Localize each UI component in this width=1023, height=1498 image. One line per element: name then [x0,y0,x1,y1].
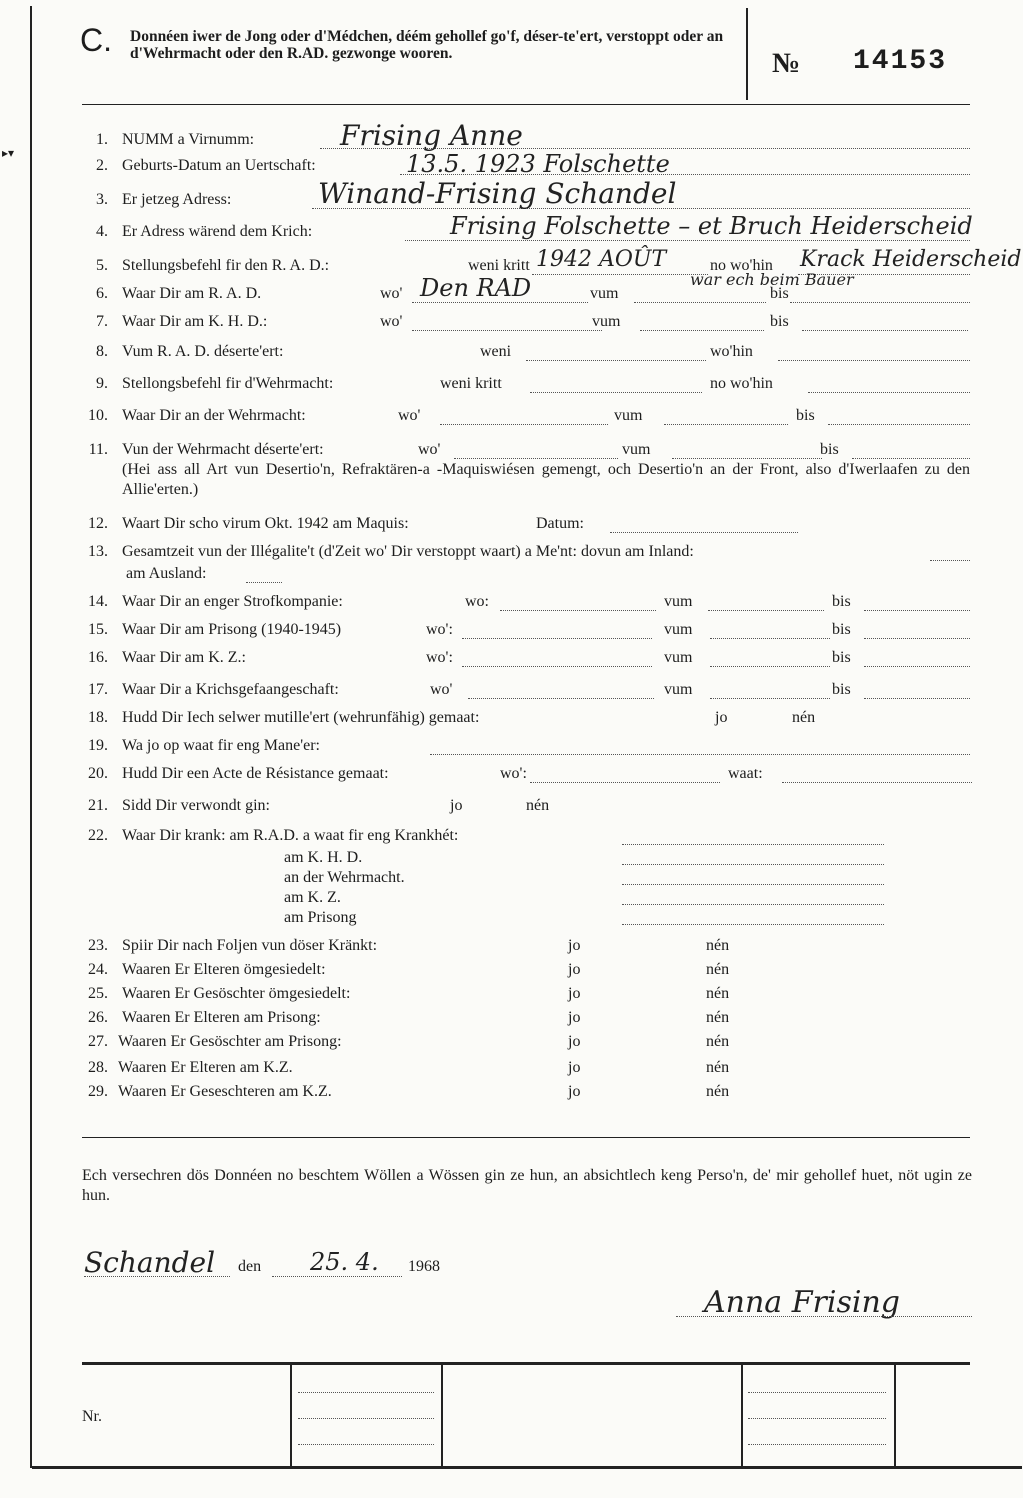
yes-option[interactable]: jo [715,709,728,726]
place-line [84,1276,230,1277]
item-label: Wa jo op waat fir eng Mane'er: [122,737,320,754]
item-b-label: vum [590,285,619,302]
item-label: Waaren Er Gesöschter am Prisong: [118,1033,342,1050]
section-letter: C. [80,22,112,58]
item-label: Waar Dir an der Wehrmacht: [122,407,306,424]
answer-field-1[interactable] [610,532,798,533]
item-number: 2. [96,157,108,174]
form-row [0,342,1023,364]
item-number: 28. [88,1059,108,1076]
form-row [0,796,1023,818]
answer-field-2[interactable] [708,610,824,611]
yes-option[interactable]: jo [568,1033,581,1050]
item-label: Waar Dir a Krichsgefaangeschaft: [122,681,339,698]
item-b-label: vum [664,681,693,698]
answer-field-3[interactable] [828,424,970,425]
answer-field-3[interactable] [864,666,970,667]
nr-label: Nr. [82,1408,102,1425]
sub-answer-field-4[interactable] [622,924,884,925]
item-label: Hudd Dir Iech selwer mutille'ert (wehrunfähig) gemaat: [122,709,480,726]
item-label: Gesamtzeit vun der Illégalite't (d'Zeit wo' Dir verstoppt waart) a Me'nt: dovun am Inland: [122,543,694,560]
answer-field-3[interactable] [802,330,968,331]
item-label: Er jetzeg Adress: [122,191,232,208]
form-row [0,592,1023,614]
answer-field-1[interactable] [440,424,608,425]
form-row [0,984,1023,1006]
year: 1968 [408,1258,440,1275]
item-b-label: waat: [728,765,763,782]
footer-col-3 [741,1364,743,1466]
answer-field-1[interactable] [468,698,654,699]
answer-field-2[interactable] [782,782,972,783]
item-label: Waaren Er Elteren ömgesiedelt: [122,961,326,978]
place-handwritten: Schandel [84,1246,216,1279]
item-b-label: no wo'hin [710,257,773,274]
answer-field-1[interactable] [530,392,702,393]
answer-field-3[interactable] [864,638,970,639]
form-row [0,764,1023,786]
no-option[interactable]: nén [706,985,730,1002]
yes-option[interactable]: jo [568,1059,581,1076]
item-line2-label: am Ausland: [126,565,207,582]
footer-dots-6 [748,1444,886,1445]
form-row [0,936,1023,958]
form-row [0,1032,1023,1054]
handwritten-answer-2: war ech beim Bauer [690,270,854,289]
footer-dots-4 [748,1392,886,1393]
no-option[interactable]: nén [706,1059,730,1076]
item-label: Geburts-Datum an Uertschaft: [122,157,316,174]
footer-top-rule [82,1362,970,1365]
answer-field-3[interactable] [864,698,970,699]
answer-field-2[interactable] [710,638,830,639]
item-number: 24. [88,961,108,978]
form-row [0,150,1023,178]
form-row [0,514,1023,536]
item-number: 5. [96,257,108,274]
item-number: 13. [88,543,108,560]
yes-option[interactable]: jo [450,797,463,814]
item-number: 6. [96,285,108,302]
form-row [0,440,1023,498]
sub-item-label: am K. H. D. [284,849,363,866]
item-a-label: Datum: [536,515,584,532]
no-option[interactable]: nén [526,797,550,814]
header-rule [82,104,970,105]
item-label: Waaren Er Elteren am Prisong: [122,1009,321,1026]
item-number: 26. [88,1009,108,1026]
answer-field-1[interactable] [412,330,602,331]
answer-field-1[interactable] [405,240,970,241]
footer-col-1 [290,1364,292,1466]
item-c-label: bis [832,649,851,666]
item-label: Waar Dir an enger Strofkompanie: [122,593,343,610]
answer-field-1[interactable] [622,844,884,845]
item-b-label: vum [664,621,693,638]
item-label: Stellongsbefehl fir d'Wehrmacht: [122,375,334,392]
item-number: 9. [96,375,108,392]
item-label: Waaren Er Elteren am K.Z. [118,1059,293,1076]
form-row [0,374,1023,396]
item-label: Waar Dir am K. H. D.: [122,313,268,330]
item-number: 16. [88,649,108,666]
item-number: 8. [96,343,108,360]
item-a-label: weni [480,343,512,360]
item-number: 25. [88,985,108,1002]
answer-field-2[interactable] [672,458,822,459]
no-option[interactable]: nén [706,937,730,954]
item-number: 29. [88,1083,108,1100]
declaration-rule [82,1137,970,1138]
handwritten-answer-1: 1942 AOÛT [536,247,667,272]
item-label: Spiir Dir nach Foljen vun döser Kränkt: [122,937,378,954]
item-b-label: vum [622,441,651,458]
answer-field-2[interactable] [808,392,970,393]
answer-field-abroad[interactable] [246,582,282,583]
answer-field-1[interactable] [412,302,588,303]
handwritten-answer: Winand-Frising Schandel [318,177,677,210]
item-label: Waar Dir am R. A. D. [122,285,262,302]
item-label: Vum R. A. D. déserte'ert: [122,343,284,360]
form-row [0,1058,1023,1080]
answer-field-3[interactable] [790,302,970,303]
item-number: 10. [88,407,108,424]
answer-field-2[interactable] [634,302,766,303]
answer-field-1[interactable] [430,754,970,755]
form-row [0,312,1023,334]
answer-field-1[interactable] [530,782,720,783]
footer-dots-1 [298,1392,434,1393]
item-label: Stellungsbefehl fir den R. A. D.: [122,257,330,274]
item-a-label: wo': [426,649,453,666]
no-option[interactable]: nén [706,961,730,978]
yes-option[interactable]: jo [568,937,581,954]
date-line [272,1276,402,1277]
form-row [0,620,1023,642]
item-number: 3. [96,191,108,208]
item-number: 17. [88,681,108,698]
form-row [0,270,1023,306]
item-label: Waar Dir am K. Z.: [122,649,246,666]
item-number: 23. [88,937,108,954]
item-b-label: vum [664,593,693,610]
item-label: Vun der Wehrmacht déserte'ert: [122,441,324,458]
footer-dots-5 [748,1418,886,1419]
item-number: 1. [96,131,108,148]
item-number: 7. [96,313,108,330]
item-b-label: wo'hin [710,343,753,360]
footer-bottom-rule [32,1466,1022,1469]
form-row [0,736,1023,758]
form-row [0,1082,1023,1104]
declaration-text: Ech versechren dös Donnéen no beschtem Wöllen a Wössen gin ze hun, an absichtlech keng Perso'n, de' mir gehollef huet, nöt ugin ze hun. [82,1167,972,1204]
sub-answer-field-2[interactable] [622,884,884,885]
yes-option[interactable]: jo [568,961,581,978]
item-number: 14. [88,593,108,610]
answer-field-1[interactable] [500,610,656,611]
item-b-label: vum [664,649,693,666]
item-label: Sidd Dir verwondt gin: [122,797,270,814]
item-a-label: wo' [430,681,453,698]
handwritten-answer-2: Krack Heiderscheid [800,247,1022,272]
answer-field-3[interactable] [852,458,970,459]
form-description: Donnéen iwer de Jong oder d'Médchen, déém gehollef go'f, déser-te'ert, verstoppt oder an d'Wehrmacht oder den R.AD. gezwonge wooren. [130,28,724,62]
item-a-label: weni kritt [468,257,530,274]
form-row [0,680,1023,702]
item-number: 20. [88,765,108,782]
item-a-label: wo' [398,407,421,424]
item-label: Waar Dir krank: am R.A.D. a waat fir eng Krankhét: [122,827,459,844]
answer-field-2[interactable] [710,666,830,667]
answer-field-1[interactable] [930,560,970,561]
handwritten-answer: Frising Folschette – et Bruch Heiderscheid [450,212,973,240]
footer-col-4 [894,1364,896,1466]
item-number: 27. [88,1033,108,1050]
answer-field-2[interactable] [664,424,788,425]
item-number: 4. [96,223,108,240]
item-number: 22. [88,827,108,844]
footer-dots-2 [298,1418,434,1419]
handwritten-answer-1: Den RAD [420,274,532,302]
item-c-label: bis [832,621,851,638]
item-b-label: no wo'hin [710,375,773,392]
answer-field-1[interactable] [462,666,652,667]
no-option[interactable]: nén [792,709,816,726]
no-option[interactable]: nén [706,1009,730,1026]
item-number: 19. [88,737,108,754]
answer-field-1[interactable] [462,638,652,639]
footer-col-2 [441,1364,443,1466]
item-c-label: bis [770,313,789,330]
no-option[interactable]: nén [706,1083,730,1100]
yes-option[interactable]: jo [568,1083,581,1100]
item-number: 11. [88,441,108,458]
answer-field-2[interactable] [640,330,764,331]
yes-option[interactable]: jo [568,1009,581,1026]
yes-option[interactable]: jo [568,985,581,1002]
signature-handwritten: Anna Frising [704,1285,900,1320]
form-row [0,648,1023,670]
handwritten-answer: Frising Anne [340,119,523,152]
item-c-label: bis [796,407,815,424]
sub-answer-field-3[interactable] [622,904,884,905]
item-c-label: bis [770,285,789,302]
item-label: Waar Dir am Prisong (1940-1945) [122,621,342,638]
date-handwritten: 25. 4. [310,1248,379,1276]
item-c-label: bis [820,441,839,458]
answer-field-3[interactable] [864,610,970,611]
form-row [0,542,1023,582]
item-label: Waart Dir scho virum Okt. 1942 am Maquis: [122,515,409,532]
signature-line [676,1316,972,1317]
handwritten-answer: 13.5. 1923 Folschette [406,150,670,178]
item-a-label: wo': [500,765,527,782]
answer-field-1[interactable] [526,360,706,361]
form-number: 14153 [853,46,948,77]
item-a-label: wo: [465,593,489,610]
answer-field-2[interactable] [778,360,970,361]
answer-field-1[interactable] [532,274,708,275]
form-row [0,177,1023,212]
form-row [0,960,1023,982]
item-a-label: weni kritt [440,375,502,392]
form-row [0,119,1023,152]
item-a-label: wo' [418,441,441,458]
sub-item-label: am Prisong [284,909,357,926]
item-number: 18. [88,709,108,726]
sub-answer-field-1[interactable] [622,864,884,865]
item-c-label: bis [832,681,851,698]
item-a-label: wo' [380,285,403,302]
no-option[interactable]: nén [706,1033,730,1050]
item-note: (Hei ass all Art vun Desertio'n, Refraktären-a -Maquiswiésen gemengt, och Desertio'n an der Front, also d'Iwerlaafen zu den Allie'erten.) [122,461,970,498]
answer-field-1[interactable] [454,458,618,459]
answer-field-2[interactable] [710,698,830,699]
item-label: Waaren Er Gesöschter ömgesiedelt: [122,985,351,1002]
item-a-label: wo': [426,621,453,638]
number-label: № [772,48,801,79]
footer-dots-3 [298,1444,434,1445]
item-label: Waaren Er Geseschteren am K.Z. [118,1083,332,1100]
form-row [0,826,1023,926]
margin-mark: ▸▾ [2,146,15,160]
item-label: Er Adress wärend dem Krich: [122,223,313,240]
den-label: den [238,1258,262,1275]
item-label: NUMM a Virnumm: [122,131,255,148]
item-number: 21. [88,797,108,814]
item-label: Hudd Dir een Acte de Résistance gemaat: [122,765,389,782]
form-row [0,406,1023,428]
header-divider [746,8,748,100]
form-row [0,212,1023,244]
item-number: 15. [88,621,108,638]
sub-item-label: am K. Z. [284,889,341,906]
form-row [0,708,1023,730]
sub-item-label: an der Wehrmacht. [284,869,405,886]
item-b-label: vum [592,313,621,330]
item-c-label: bis [832,593,851,610]
item-a-label: wo' [380,313,403,330]
item-b-label: vum [614,407,643,424]
form-row [0,1008,1023,1030]
item-number: 12. [88,515,108,532]
